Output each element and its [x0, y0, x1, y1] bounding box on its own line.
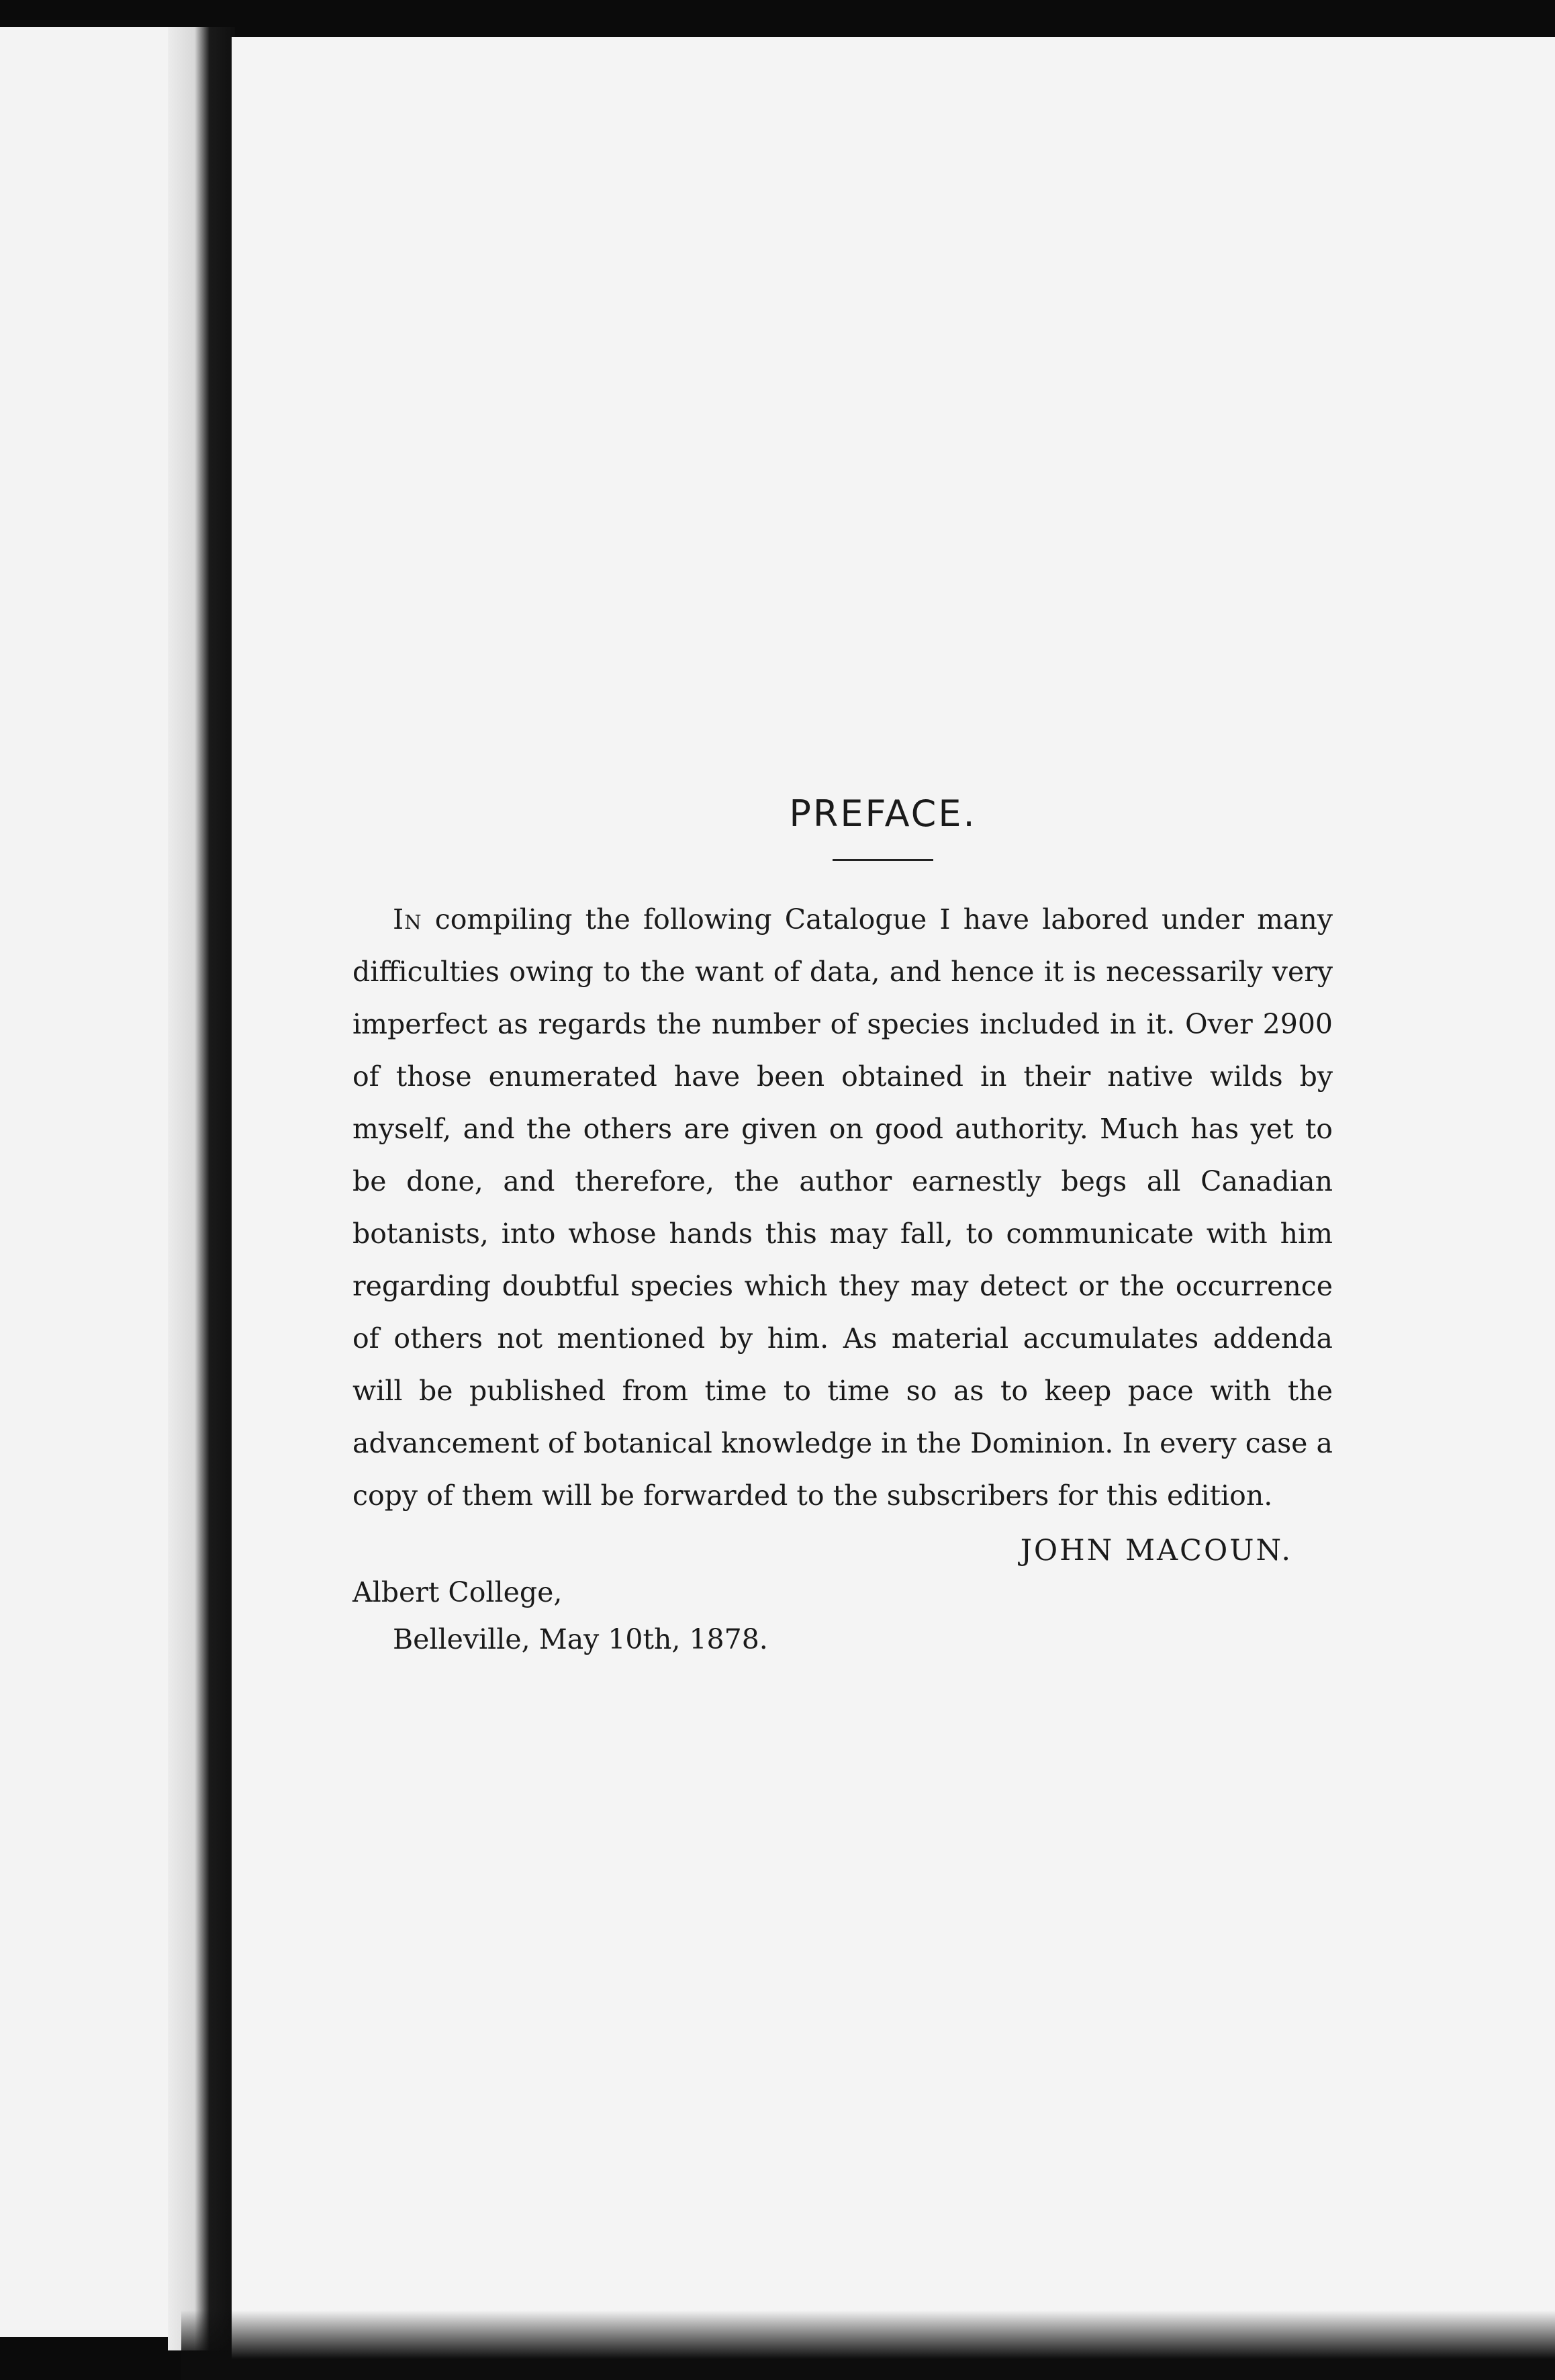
place-line-2: Belleville, May 10th, 1878. — [393, 1623, 768, 1655]
preface-text-block — [352, 792, 1333, 1661]
book-gutter — [168, 27, 235, 2350]
lead-word: In — [393, 903, 422, 935]
title-rule — [833, 859, 933, 861]
preface-paragraph — [352, 893, 1333, 1522]
bottom-edge-shadow — [181, 2310, 1555, 2380]
page-title: PREFACE. — [789, 792, 977, 835]
preface-body: compiling the following Catalogue I have labored under many difficulties owing to the want of data, and hence it is necessarily very imperfect as regards the number of species included in it. Over 2900 of those enumerated have been obtained in their native wilds by myself, and the others are given on good authority. Much has yet to be done, and therefore, the author earnestly begs all Canadian botanists, into whose hands this may fall, to communicate with him regarding doubtful species which they may detect or the occurrence of others not mentioned by him. As material accumulates addenda will be published from time to time so as to keep pace with the advancement of botanical knowledge in the Dominion. In every case a copy of them will be forwarded to the subscribers for this edition. — [352, 903, 1333, 1512]
signature: JOHN MACOUN. — [1020, 1534, 1292, 1567]
place-line-1: Albert College, — [352, 1576, 563, 1608]
